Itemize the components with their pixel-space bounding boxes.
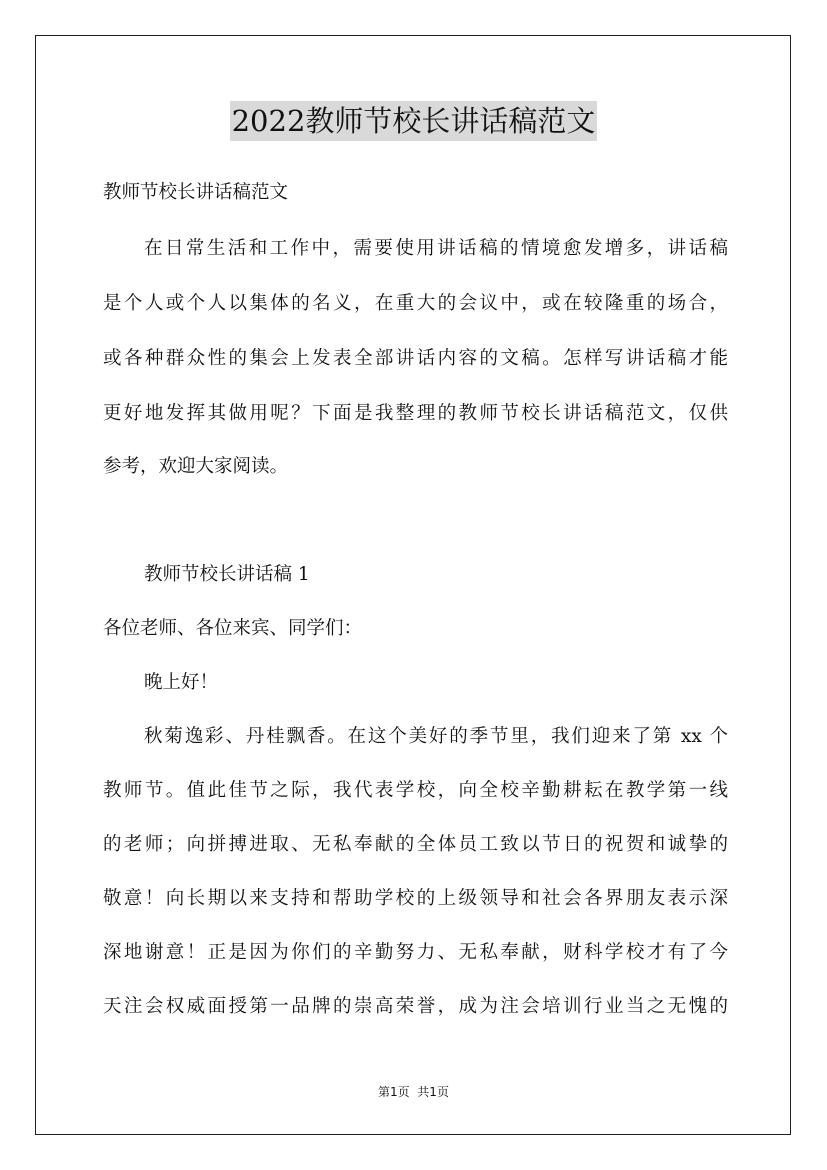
- subtitle: 教师节校长讲话稿范文: [103, 182, 289, 203]
- body-line-6: 天注会权威面授第一品牌的崇高荣誉，成为注会培训行业当之无愧的: [103, 996, 728, 1017]
- title-container: [0, 101, 827, 141]
- body-line-5: 深地谢意！正是因为你们的辛勤努力、无私奉献，财科学校才有了今: [103, 942, 728, 963]
- greeting: 晚上好！: [144, 672, 219, 693]
- intro-line-3: 或各种群众性的集会上发表全部讲话内容的文稿。怎样写讲话稿才能: [103, 348, 728, 369]
- intro-line-1: 在日常生活和工作中，需要使用讲话稿的情境愈发增多，讲话稿: [144, 238, 728, 259]
- body-line-3: 的老师；向拼搏进取、无私奉献的全体员工致以节日的祝贺和诚挚的: [103, 834, 728, 855]
- intro-line-4: 更好地发挥其做用呢？下面是我整理的教师节校长讲话稿范文，仅供: [103, 403, 728, 424]
- section-heading: 教师节校长讲话稿 1: [144, 564, 310, 585]
- body-line-2: 教师节。值此佳节之际，我代表学校，向全校辛勤耕耘在教学第一线: [103, 780, 728, 801]
- page-number: 第1页 共1页: [378, 1085, 449, 1099]
- body-line-4: 敬意！向长期以来支持和帮助学校的上级领导和社会各界朋友表示深: [103, 888, 728, 909]
- intro-line-5: 参考，欢迎大家阅读。: [103, 456, 289, 477]
- body-line-1: 秋菊逸彩、丹桂飘香。在这个美好的季节里，我们迎来了第 xx 个: [144, 726, 728, 747]
- intro-line-2: 是个人或个人以集体的名义，在重大的会议中，或在较隆重的场合，: [103, 293, 728, 314]
- salutation: 各位老师、各位来宾、同学们：: [103, 618, 363, 639]
- document-title: 2022教师节校长讲话稿范文: [230, 101, 598, 141]
